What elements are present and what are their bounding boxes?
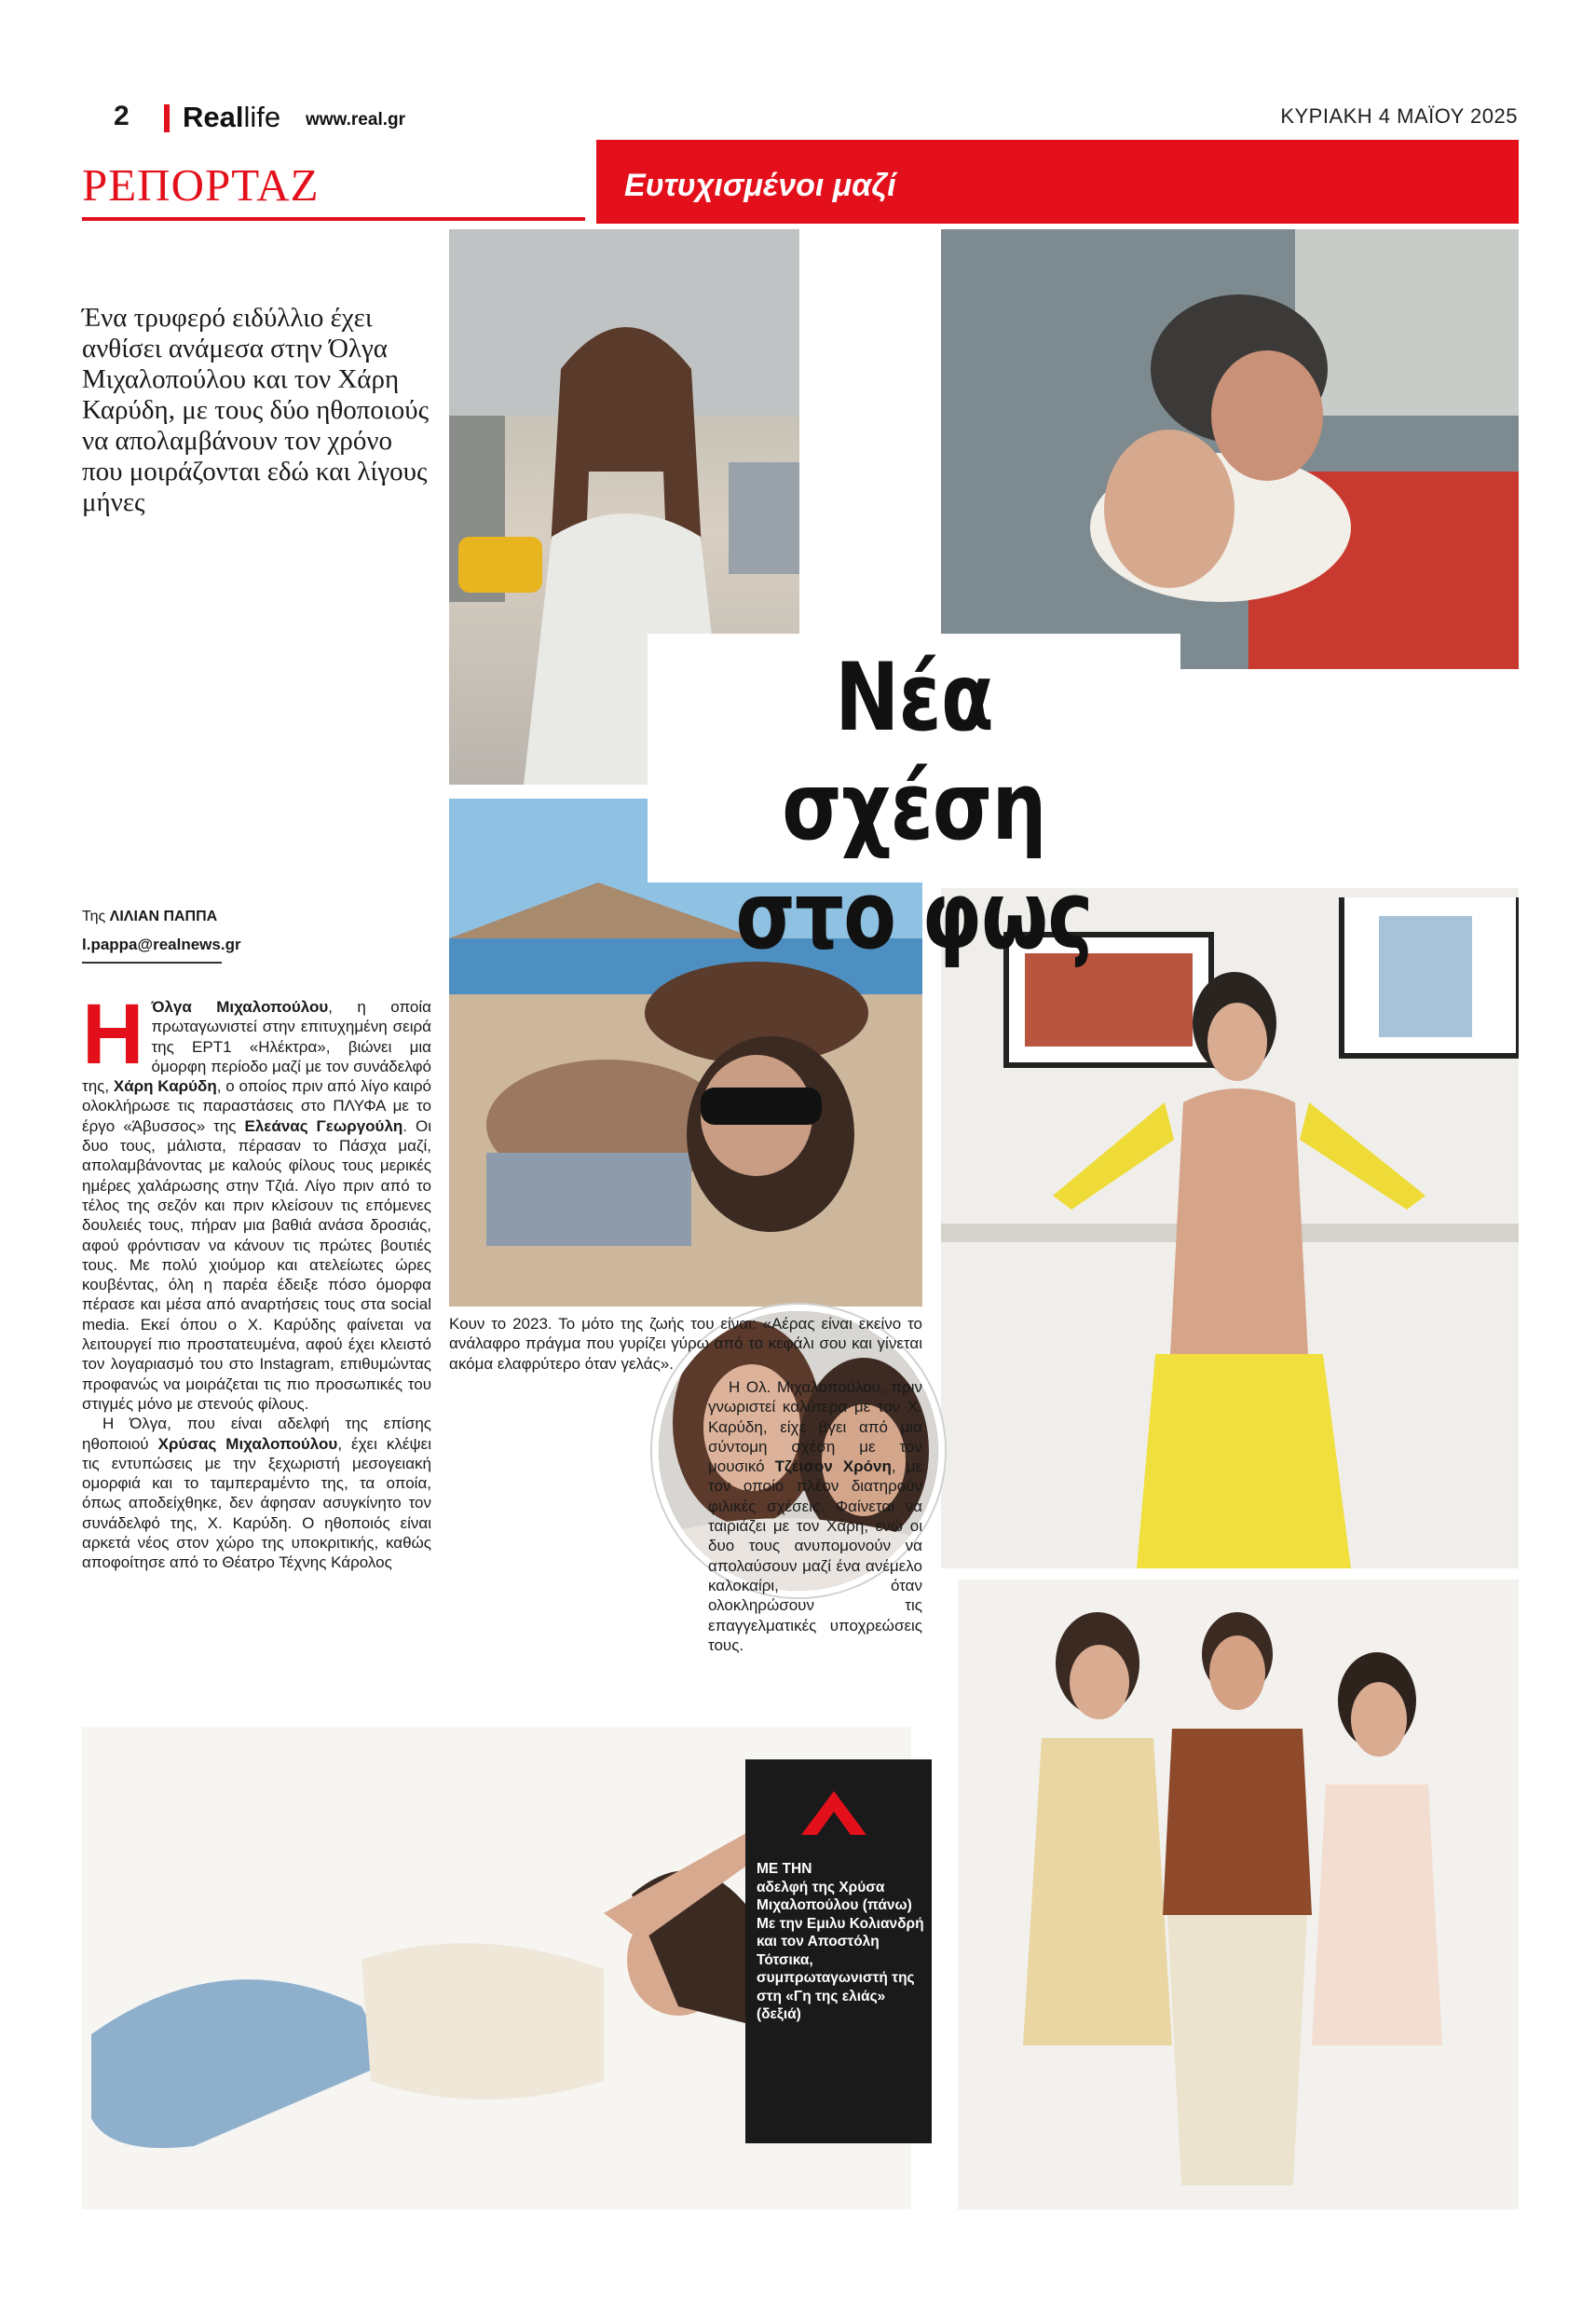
author-email[interactable]: l.pappa@realnews.gr [82,936,241,953]
text-run: , έχει κλέψει τις εντυπώσεις με την ξεχωριστή μεσογειακή ομορφιά και το ταμπεραμέντο της, τα οποία, όπως αποδείχθηκε, δεν άφησαν ασυγκίνητο τον συνάδελφό της, Χ. Καρύδη. Ο ηθοποιός είναι αρκετά νέος στον χώρο της υποκριτικής, καθώς αποφοίτησε από το Θέατρο Τέχνης Κάρολος [82,1434,431,1572]
column-1-paragraph-2 [82,1414,431,1572]
caption-lead: ΜΕ ΤΗΝ [757,1861,812,1877]
section-underline [82,217,585,221]
page-number: 2 [114,101,130,131]
headline [695,643,1132,970]
text-run: Η Ολ. Μιχαλοπούλου, πριν γνωριστεί καλύτερα με τον Χ. Καρύδη, είχε βγει από μια σύντομη σχέση με τον μουσικό [708,1378,922,1476]
headline-line-2: στο φως [735,860,1093,970]
brand-logo-light: life [243,101,281,133]
column-2-paragraph-1: Κουν το 2023. Το μότο της ζωής του είναι: «Αέρας είναι εκείνο το ανάλαφρο πράγμα που γυρίζει γύρω από το κεφάλι σου και γίνεται ακόμα ελαφρύτερο όταν γελάς». [449,1315,922,1373]
photo-olga-yellow-dress-art [941,888,1519,1568]
text-run: , με τον οποίο πλέον διατηρούν φιλικές σχέσεις. Φαίνεται να ταιριάζει με τον Χάρη, ενώ οι δυο τους ανυπομονούν να απολαύσουν μαζί ένα ανέμελο καλοκαίρι, όταν ολοκληρώσουν τις επαγγελματικές υποχρεώσεις τους. [708,1457,922,1654]
photo-couple-bed-art [941,229,1519,669]
article-lead: Ένα τρυφερό ειδύλλιο έχει ανθίσει ανάμεσα στην Όλγα Μιχαλοπούλου και τον Χάρη Καρύδη, με τους δύο ηθοποιούς να απολαμβάνουν τον χρόνο που μοιράζονται εδώ και λίγους μήνες [82,303,430,517]
brand-logo [183,101,280,134]
caption-text: αδελφή της Χρύσα Μιχαλοπούλου (πάνω) Με την Εμιλυ Κολιανδρή και τον Αποστόλη Τότσικα, συμπρωταγωνιστή της στη «Γη της ελιάς» (δεξιά) [757,1879,924,2022]
section-title: ΡΕΠΟΡΤΑΖ [82,159,320,211]
topic-band-title: Ευτυχισμένοι μαζί [624,168,896,203]
photo-family-cast-art [958,1580,1519,2209]
photo-family-cast [958,1580,1519,2209]
name-haris: Χάρη Καρύδη [113,1077,217,1096]
topic-band [596,140,1519,224]
author-prefix: Της [82,909,110,924]
name-jason: Τζέισον Χρόνη [774,1457,892,1476]
headline-line-1: Νέα σχέση [782,642,1046,861]
brand-logo-bold: Real [183,101,244,133]
author-byline [82,909,217,925]
author-name: ΛΙΛΙΑΝ ΠΑΠΠΑ [109,909,218,924]
text-run: , η οποία πρωταγωνιστεί στην επιτυχημένη σειρά της ΕΡΤ1 «Ηλέκτρα», βιώνει μια όμορφη περίοδο μαζί με τον συνάδελφό της, [82,998,431,1096]
issue-date: ΚΥΡΙΑΚΗ 4 ΜΑΪΟΥ 2025 [1280,104,1518,128]
byline-rule [82,962,222,964]
article-column-2-top [449,1314,922,1374]
photo-olga-yellow-dress [941,888,1519,1568]
name-eleana: Ελεάνας Γεωργούλη [244,1116,403,1135]
brand-separator-bar [164,104,170,132]
photo-caption [757,1860,924,2024]
column-1-paragraph-1 [82,987,432,1414]
drop-cap: Η [82,987,144,1082]
website-link[interactable]: www.real.gr [306,110,405,130]
photo-couple-bed [941,229,1519,669]
name-olga: Όλγα Μιχαλοπούλου [151,998,329,1016]
column-2-paragraph-2 [708,1377,922,1655]
article-column-1 [82,987,432,1573]
name-chrysa: Χρύσας Μιχαλοπούλου [157,1434,338,1453]
caption-caret-icon [797,1784,871,1840]
text-run: , ο οποίος πριν από λίγο καιρό ολοκλήρωσε τις παραστάσεις στο ΠΛΥΦΑ με το έργο «Άβυσσος» της [82,1077,432,1135]
text-run: Η Όλγα, που είναι αδελφή της επίσης ηθοποιού [82,1415,431,1453]
text-run: . Οι δυο τους, μάλιστα, πέρασαν το Πάσχα μαζί, απολαμβάνοντας με καλούς φίλους τους μερικές ημέρες χαλάρωσης στην Τζιά. Λίγο πριν από το τέλος της σεζόν και πριν κλείσουν τις επόμενες δουλειές τους, πήραν μια βαθιά ανάσα δροσιάς, αφού φρόντισαν να κάνουν τις πρώτες βουτιές τους. Με πολύ χιούμορ και ατελείωτες ώρες κουβέντας, όλη η παρέα έδειξε πόσο όμορφα πέρασε και μέσα από αναρτήσεις τους στα social media. Εκεί όπου ο Χ. Καρύδης φαίνεται να λειτουργεί πιο προστατευμένα, αφού έχει κλειστό τον λογαριασμό του στο Instagram, επιθυμώντας προφανώς να μοιράζεται τις πιο προσωπικές του στιγμές μόνο με στενούς φίλους. [82,1116,431,1413]
article-column-2-narrow [708,1377,922,1655]
